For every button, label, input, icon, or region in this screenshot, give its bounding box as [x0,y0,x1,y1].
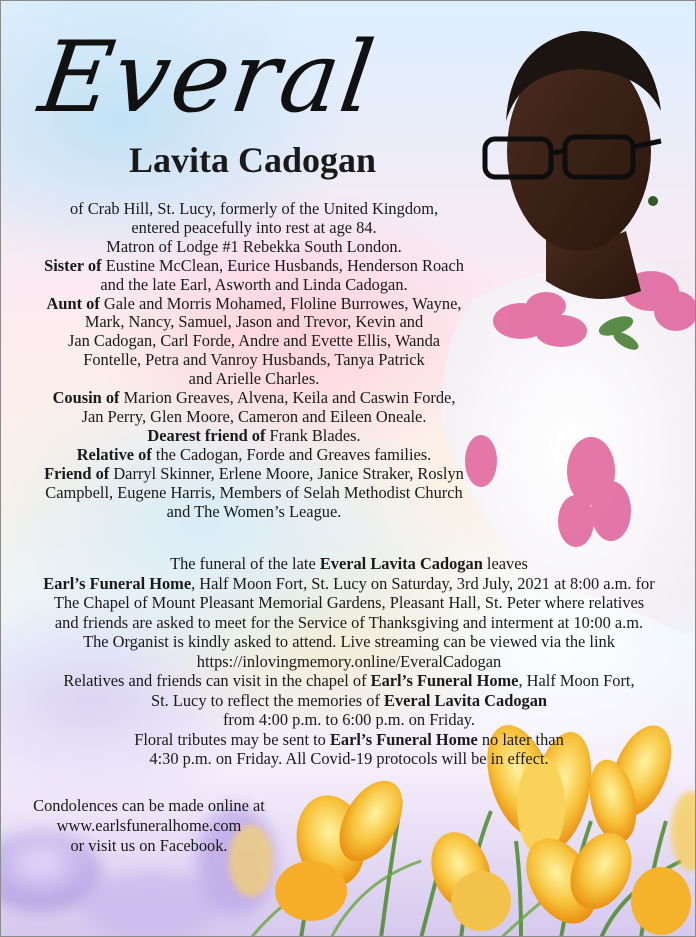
bio-line-6: Aunt of Gale and Morris Mohamed, Floline Burrowes, Wayne, [46,293,462,313]
bio-line-16: Campbell, Eugene Harris, Members of Selah Methodist Church [45,482,463,502]
funeral-line-5: The Organist is kindly asked to attend. Live streaming can be viewed via the link [83,632,615,651]
deceased-first-name: Everal [32,21,383,135]
funeral-line-10: Floral tributes may be sent to Earl’s Funeral Home no later than [134,729,564,749]
condolences-line-3: or visit us on Facebook. [70,836,228,855]
deceased-surname: Lavita Cadogan [129,140,377,180]
sister-of-label: Sister of [44,255,102,275]
bio-line-13: Dearest friend of Frank Blades. [147,425,361,445]
bio-line-11: Cousin of Marion Greaves, Alvena, Keila and Caswin Forde, [52,388,456,408]
bio-line-8: Jan Cadogan, Carl Forde, Andre and Evette Ellis, Wanda [67,331,441,351]
dearest-friend-label: Dearest friend of [147,425,266,445]
funeral-line-4: and friends are asked to meet for the Service of Thanksgiving and interment at 10:00 a.m. [54,612,644,632]
bio-line-14: Relative of the Cadogan, Forde and Greaves families. [76,444,432,464]
bio-line-12: Jan Perry, Glen Moore, Cameron and Eileen Oneale. [81,406,427,426]
funeral-line-3: The Chapel of Mount Pleasant Memorial Gardens, Pleasant Hall, St. Peter where relatives [53,593,645,612]
bio-line-2: entered peacefully into rest at age 84. [131,217,377,237]
bio-line-1: of Crab Hill, St. Lucy, formerly of the United Kingdom, [69,199,439,218]
funeral-line-9: from 4:00 p.m. to 6:00 p.m. on Friday. [222,710,476,729]
bio-line-4: Sister of Eustine McClean, Eurice Husbands, Henderson Roach [44,255,464,275]
funeral-details [7,554,691,769]
aunt-of-label: Aunt of [46,293,100,313]
relative-of-label: Relative of [76,444,152,464]
friend-of-label: Friend of [44,463,110,483]
bio-line-17: and The Women’s League. [166,501,342,521]
live-stream-link[interactable]: https://inlovingmemory.online/EveralCadogan [196,651,502,671]
funeral-line-8: St. Lucy to reflect the memories of Everal Lavita Cadogan [150,690,548,710]
funeral-line-7: Relatives and friends can visit in the chapel of Earl’s Funeral Home, Half Moon Fort, [63,671,635,690]
obituary-body [7,200,501,521]
bio-line-5: and the late Earl, Asworth and Linda Cadogan. [100,274,408,294]
condolences-line-1: Condolences can be made online at [33,796,265,815]
bio-line-10: and Arielle Charles. [188,369,320,389]
bio-line-7: Mark, Nancy, Samuel, Jason and Trevor, Kevin and [84,312,424,332]
bio-line-15: Friend of Darryl Skinner, Erlene Moore, Janice Straker, Roslyn [44,463,464,483]
condolences-block [19,796,279,856]
bio-line-9: Fontelle, Petra and Vanroy Husbands, Tanya Patrick [83,350,425,370]
funeral-line-1: The funeral of the late Everal Lavita Cadogan leaves [170,554,528,573]
funeral-home-website-link[interactable]: www.earlsfuneralhome.com [56,816,242,835]
funeral-line-2: Earl’s Funeral Home, Half Moon Fort, St. Lucy on Saturday, 3rd July, 2021 at 8:00 a.m. for [43,573,655,593]
bio-line-3: Matron of Lodge #1 Rebekka South London. [106,236,402,256]
cousin-of-label: Cousin of [52,388,120,408]
funeral-line-11: 4:30 p.m. on Friday. All Covid-19 protocols will be in effect. [149,749,549,768]
